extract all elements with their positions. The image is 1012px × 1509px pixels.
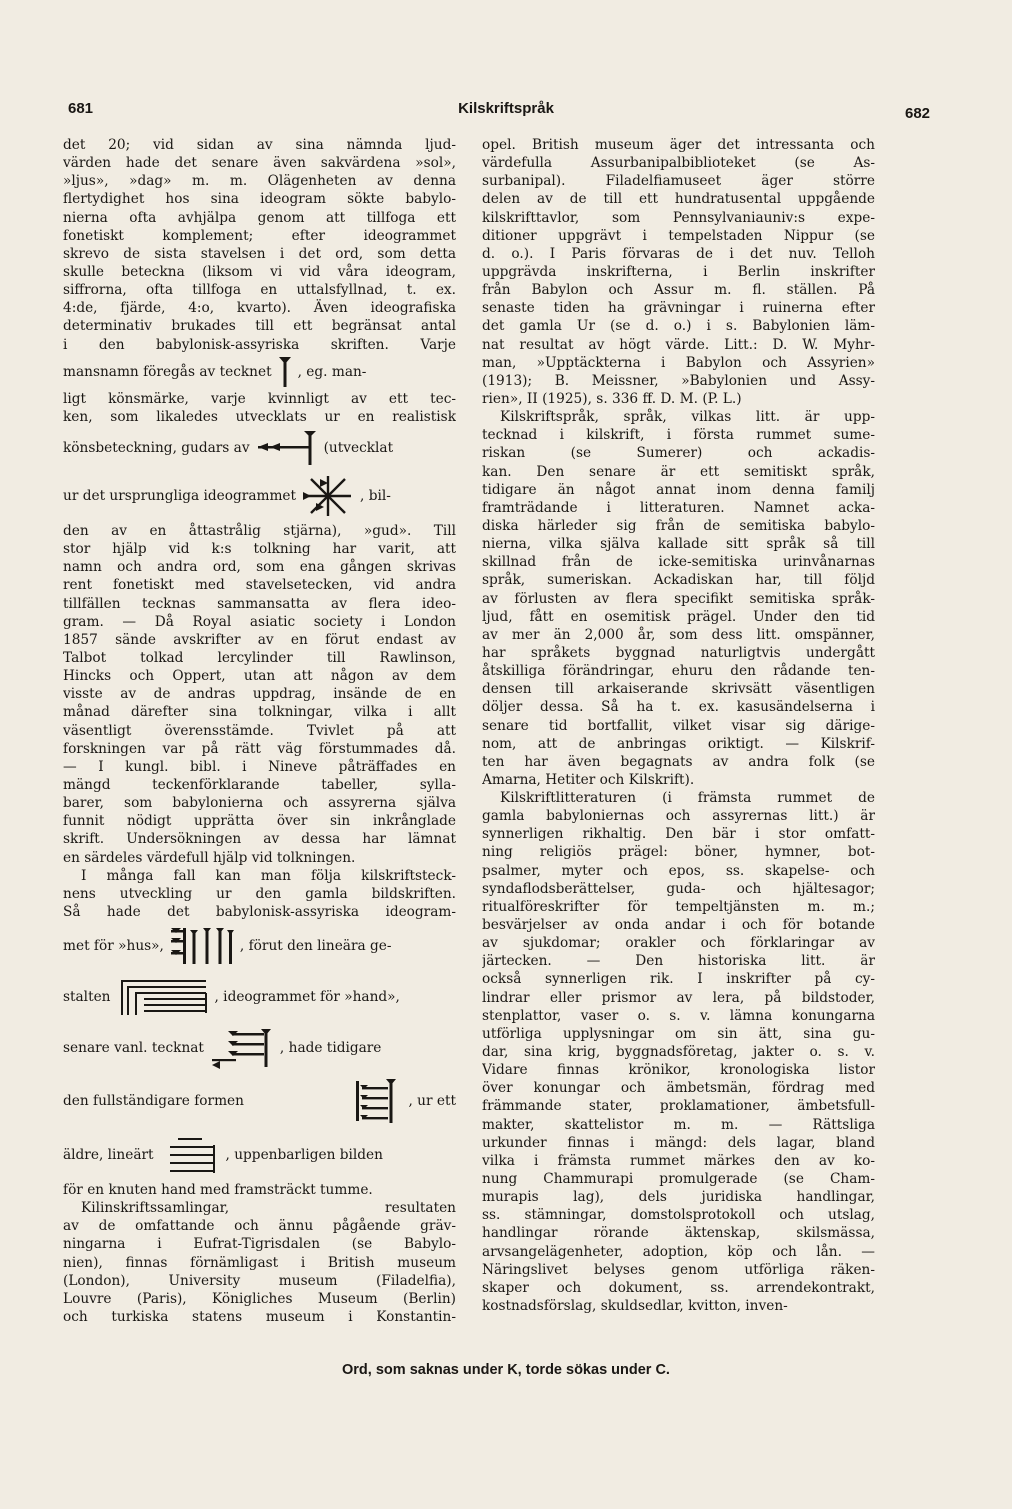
text-line: dar, sina krig, byggnadsföretag, jakter o. s. v. xyxy=(482,1044,875,1061)
text-line: av de omfattande och ännu pågående gräv- xyxy=(63,1218,456,1235)
glyph-line-2 xyxy=(63,426,456,470)
glyph-line-text: , förut den lineära ge- xyxy=(239,937,392,954)
eight-ray-star-glyph-icon xyxy=(302,473,354,519)
text-line: visste av de andras uppdrag, insände de en xyxy=(63,686,456,703)
left-text-block-b xyxy=(63,390,456,426)
text-line: av mer än 2,000 år, som dess litt. omspänner, xyxy=(482,626,875,643)
text-line: nien), finnas förnämligast i British museum xyxy=(63,1254,456,1271)
text-line: senaste tiden ha grävningar i ruinerna efter xyxy=(482,300,875,317)
text-line: Kilskriftlitteraturen (i främsta rummet de xyxy=(500,790,875,807)
glyph-line-text: (utvecklat xyxy=(323,439,394,456)
glyph-line-4 xyxy=(63,921,456,971)
text-line: ss. stämningar, domstolsprotokoll och utslag, xyxy=(482,1207,875,1224)
text-line: arvsangelägenheter, adoption, köp och lån. — xyxy=(482,1243,875,1260)
text-line: ritualföreskrifter för tempeltjänsten m. m.; xyxy=(482,898,875,915)
text-line: skillnad från de icke-semitiska urinvånarnas xyxy=(482,554,875,571)
text-line: den av en åttastrålig stjärna), »gud». Till xyxy=(63,522,456,539)
text-line: från Babylon och Assur m. fl. ställen. På xyxy=(482,282,875,299)
text-line: syndaflodsberättelser, guda- och hjältesagor; xyxy=(482,880,875,897)
text-line: månad därefter sina tolkningar, vilka i allt xyxy=(63,704,456,721)
text-line: murapis lag), dels juridiska handlingar, xyxy=(482,1189,875,1206)
text-line: rent fonetiskt med stavelsetecken, vid andra xyxy=(63,577,456,594)
text-line: Så hade det babylonisk-assyriska ideogram- xyxy=(63,903,456,920)
text-line: döljer dessa. Så ha t. ex. kasusändelserna i xyxy=(482,699,875,716)
text-line: Amarna, Hetiter och Kilskrift). xyxy=(482,771,695,788)
text-line: tecknad i kilskrift, i första rummet sume- xyxy=(482,427,875,444)
glyph-line-8 xyxy=(63,1129,456,1181)
text-line: en särdeles värdefull hjälp vid tolkningen. xyxy=(63,849,356,866)
text-line: rien», II (1925), s. 336 ff. D. M. (P. L.) xyxy=(482,390,742,407)
text-line: gamla babyloniernas och assyrernas litt.) är xyxy=(482,808,875,825)
text-line: 4:de, fjärde, 4:o, kvarto). Även ideografiska xyxy=(63,300,456,317)
text-line: handlingar rörande äktenskap, skilsmässa, xyxy=(482,1225,875,1242)
text-line: ning religiös prägel: böner, hymner, bot- xyxy=(482,844,875,861)
text-line: ligt könsmärke, varje kvinnligt av ett tec- xyxy=(63,390,456,407)
text-line: nens utveckling ur den gamla bildskriften. xyxy=(63,885,456,902)
text-line: tidigare än något annat inom denna familj xyxy=(482,481,875,498)
glyph-line-text: , uppenbarligen bilden xyxy=(225,1146,383,1163)
text-line: determinativ brukades till ett begränsat antal xyxy=(63,318,456,335)
text-line: kilskrifttavlor, som Pennsylvaniauniv:s expe- xyxy=(482,209,875,226)
text-line: nierna, vilka själva kallade sitt språk så till xyxy=(482,536,875,553)
glyph-line-text: , ideogrammet för »hand», xyxy=(214,988,400,1005)
page-number-right: 682 xyxy=(905,105,931,122)
text-line: nom, att de anbringas oriktigt. — Kilskrif- xyxy=(482,735,875,752)
text-line: värden hade det senare även sakvärdena »sol», xyxy=(63,155,456,172)
text-line: 1857 sände avskrifter av en förut endast av xyxy=(63,631,456,648)
text-line: över konungar och ämbetsmän, fördrag med xyxy=(482,1080,875,1097)
text-line: mängd teckenförklarande tabeller, sylla- xyxy=(63,776,456,793)
glyph-line-5 xyxy=(63,971,456,1023)
text-line: diska härleder sig från de semitiska babylo- xyxy=(482,517,875,534)
text-line: av förlusten av flera specifikt semitiska språk- xyxy=(482,590,875,607)
text-line: fonetiskt komplement; efter ideogrammet xyxy=(63,227,456,244)
left-column xyxy=(63,136,456,1326)
text-line: gram. — Då Royal asiatic society i London xyxy=(63,613,456,630)
text-line: nierna ofta avhjälpa genom att tillfoga ett xyxy=(63,209,456,226)
text-line: skrift. Undersökningen av dessa har lämnat xyxy=(63,831,456,848)
text-line: urkunder finnas i mängd: dels lagar, bland xyxy=(482,1134,875,1151)
footer-note: Ord, som saknas under K, torde sökas under C. xyxy=(342,1362,670,1378)
text-line: framträdande i litteraturen. Namnet acka- xyxy=(482,499,875,516)
text-line: (1913); B. Meissner, »Babylonien und Assy- xyxy=(482,372,875,389)
house-ideogram-glyph-icon xyxy=(170,924,234,968)
text-line: vilka i främsta rummet märkes den av ko- xyxy=(482,1152,875,1169)
text-line: d. o.). I Paris förvaras de i det nuv. Telloh xyxy=(482,245,875,262)
text-line: Talbot tolkad lercylinder till Rawlinson, xyxy=(63,649,456,666)
left-text-block-a xyxy=(63,136,456,354)
text-line: barer, som babylonierna och assyrerna själva xyxy=(63,795,456,812)
text-line: synnerligen rikhaltig. Den bär i stor omfatt- xyxy=(482,826,875,843)
text-line: skaper och dokument, ss. arrendekontrakt, xyxy=(482,1279,875,1296)
text-line: Vidare finnas krönikor, kronologiska listor xyxy=(482,1062,875,1079)
glyph-line-text: met för »hus», xyxy=(63,937,164,954)
text-line: riskan (se Sumerer) och ackadis- xyxy=(482,445,875,462)
text-line: senare tid bortfallit, vilket visar sig därige- xyxy=(482,717,875,734)
glyph-line-text: äldre, lineärt xyxy=(63,1146,154,1163)
hand-cuneiform-glyph-icon xyxy=(210,1025,274,1071)
hand-linear-form-glyph-icon xyxy=(116,977,208,1017)
left-text-block-d xyxy=(63,1181,456,1326)
text-line: siffrorna, ofta tillfoga en uttalsfyllnad, t. ex. xyxy=(63,282,456,299)
text-line: åtskilliga förändringar, ehuru den rådande ten- xyxy=(482,663,875,680)
text-line: ten har även begagnats av andra folk (se xyxy=(482,753,875,770)
text-line: värdefulla Assurbanipalbiblioteket (se As- xyxy=(482,155,875,172)
text-line: surbanipal). Filadelfiamuseet äger större xyxy=(482,173,875,190)
glyph-line-text: , bil- xyxy=(360,487,391,504)
text-line: I många fall kan man följa kilskriftsteck- xyxy=(81,867,456,884)
text-line: också synnerligen rik. I inskrifter på cy- xyxy=(482,971,875,988)
text-line: Kilinskriftssamlingar, resultaten xyxy=(81,1200,456,1217)
glyph-line-text: ur det ursprungliga ideogrammet xyxy=(63,487,297,504)
page-number-left: 681 xyxy=(68,100,94,117)
glyph-line-text: , eg. man- xyxy=(297,363,367,380)
text-line: ditioner uppgrävt i tempelstaden Nippur (se xyxy=(482,227,875,244)
text-line: det 20; vid sidan av sina nämnda ljud- xyxy=(63,137,456,153)
text-line: i den babylonisk-assyriska skriften. Varje xyxy=(63,336,456,353)
text-line: uppgrävda inskrifterna, i Berlin inskrifter xyxy=(482,263,875,280)
text-line: språk, sumeriskan. Ackadiskan har, till följd xyxy=(482,572,875,589)
text-line: forskningen var på rätt väg förstummades då. xyxy=(63,740,456,757)
male-determinative-glyph-icon xyxy=(278,355,292,389)
text-line: av sjukdomar; orakler och förklaringar av xyxy=(482,935,875,952)
glyph-line-3 xyxy=(63,470,456,522)
glyph-line-text: stalten xyxy=(63,988,111,1005)
glyph-line-text: , ur ett xyxy=(408,1092,456,1109)
text-line: man, »Upptäckterna i Babylon och Assyrien» xyxy=(482,354,875,371)
text-line: järtecken. — Den historiska litt. är xyxy=(482,953,875,970)
glyph-line-6 xyxy=(63,1023,456,1073)
text-line: tillfällen tecknas sammansatta av flera ideo- xyxy=(63,595,456,612)
text-line: främmande stater, proklamationer, ämbetsfull- xyxy=(482,1098,875,1115)
glyph-line-text: mansnamn föregås av tecknet xyxy=(63,363,272,380)
text-line: väsentligt överensstämde. Tvivlet på att xyxy=(63,722,456,739)
text-line: kan. Den senare är ett semitiskt språk, xyxy=(482,463,875,480)
text-line: opel. British museum äger det intressanta och xyxy=(482,137,875,153)
text-line: Louvre (Paris), Königliches Museum (Berlin) xyxy=(63,1290,456,1307)
text-line: och turkiska statens museum i Konstantin- xyxy=(63,1309,456,1326)
text-line: det gamla Ur (se d. o.) i s. Babylonien läm- xyxy=(482,318,875,335)
text-line: makter, skattelistor m. m. — Rättsliga xyxy=(482,1116,875,1133)
text-line: skulle beteckna (liksom vi vid våra ideogram, xyxy=(63,263,456,280)
text-line: nat resultat av högt värde. Litt.: D. W. Myhr- xyxy=(482,336,875,353)
text-line: lindrar eller prismor av lera, på bildstoder, xyxy=(482,989,875,1006)
text-line: Näringslivet belyses genom utförliga räken- xyxy=(482,1261,875,1278)
text-line: stor hjälp vid k:s tolkning har varit, att xyxy=(63,541,456,558)
text-line: nung Chammurapi promulgerade (se Cham- xyxy=(482,1171,875,1188)
text-line: för en knuten hand med framsträckt tumme. xyxy=(63,1182,373,1199)
text-line: — I kungl. bibl. i Nineve påträffades en xyxy=(63,758,456,775)
text-line: ken, som likaledes utvecklats ur en realistisk xyxy=(63,408,456,425)
text-line: »ljus», »dag» m. m. Olägenheten av denna xyxy=(63,173,456,190)
text-line: ningarna i Eufrat-Tigrisdalen (se Babylo- xyxy=(63,1236,456,1253)
text-line: besvärjelser av onda andar i och för botande xyxy=(482,917,875,934)
hand-older-linear-glyph-icon xyxy=(160,1135,220,1175)
right-column xyxy=(482,136,875,1315)
text-line: utförliga upplysningar om sin ätt, sina gu- xyxy=(482,1025,875,1042)
glyph-line-text: könsbeteckning, gudars av xyxy=(63,439,250,456)
text-line: flertydighet hos sina ideogram sökte babylo- xyxy=(63,191,456,208)
left-text-block-c xyxy=(63,522,456,921)
text-line: ljud, fått en osemitisk prägel. Under den tid xyxy=(482,608,875,625)
glyph-line-7 xyxy=(63,1073,456,1129)
text-line: Kilskriftspråk, språk, vilkas litt. är upp- xyxy=(500,409,875,426)
text-line: funnit nödigt upprätta över sin inkrånglade xyxy=(63,813,456,830)
divine-determinative-glyph-icon xyxy=(256,429,318,467)
text-line: namn och andra ord, som ena gången skrivas xyxy=(63,559,456,576)
glyph-line-text: den fullständigare formen xyxy=(63,1092,244,1109)
text-line: skrevo de sista stavelsen i det ord, som detta xyxy=(63,245,456,262)
text-line: densen till arkaiserande skrivsätt väsentligen xyxy=(482,681,875,698)
text-line: (London), University museum (Filadelfia), xyxy=(63,1272,456,1289)
text-line: psalmer, myter och epos, ss. skapelse- och xyxy=(482,862,875,879)
glyph-line-text: , hade tidigare xyxy=(279,1039,382,1056)
glyph-line-1 xyxy=(63,354,456,390)
running-title: Kilskriftspråk xyxy=(458,100,554,117)
text-line: Hincks och Oppert, utan att någon av dem xyxy=(63,668,456,685)
text-line: kostnadsförslag, skuldsedlar, kvitton, inven- xyxy=(482,1298,788,1314)
hand-full-form-glyph-icon xyxy=(346,1077,402,1125)
text-line: har språkets byggnad naturligtvis undergått xyxy=(482,644,875,661)
text-line: stenplattor, vaser o. s. v. lämna konungarna xyxy=(482,1007,875,1024)
text-line: delen av de till ett hundratusental uppgående xyxy=(482,191,875,208)
glyph-line-text: senare vanl. tecknat xyxy=(63,1039,204,1056)
